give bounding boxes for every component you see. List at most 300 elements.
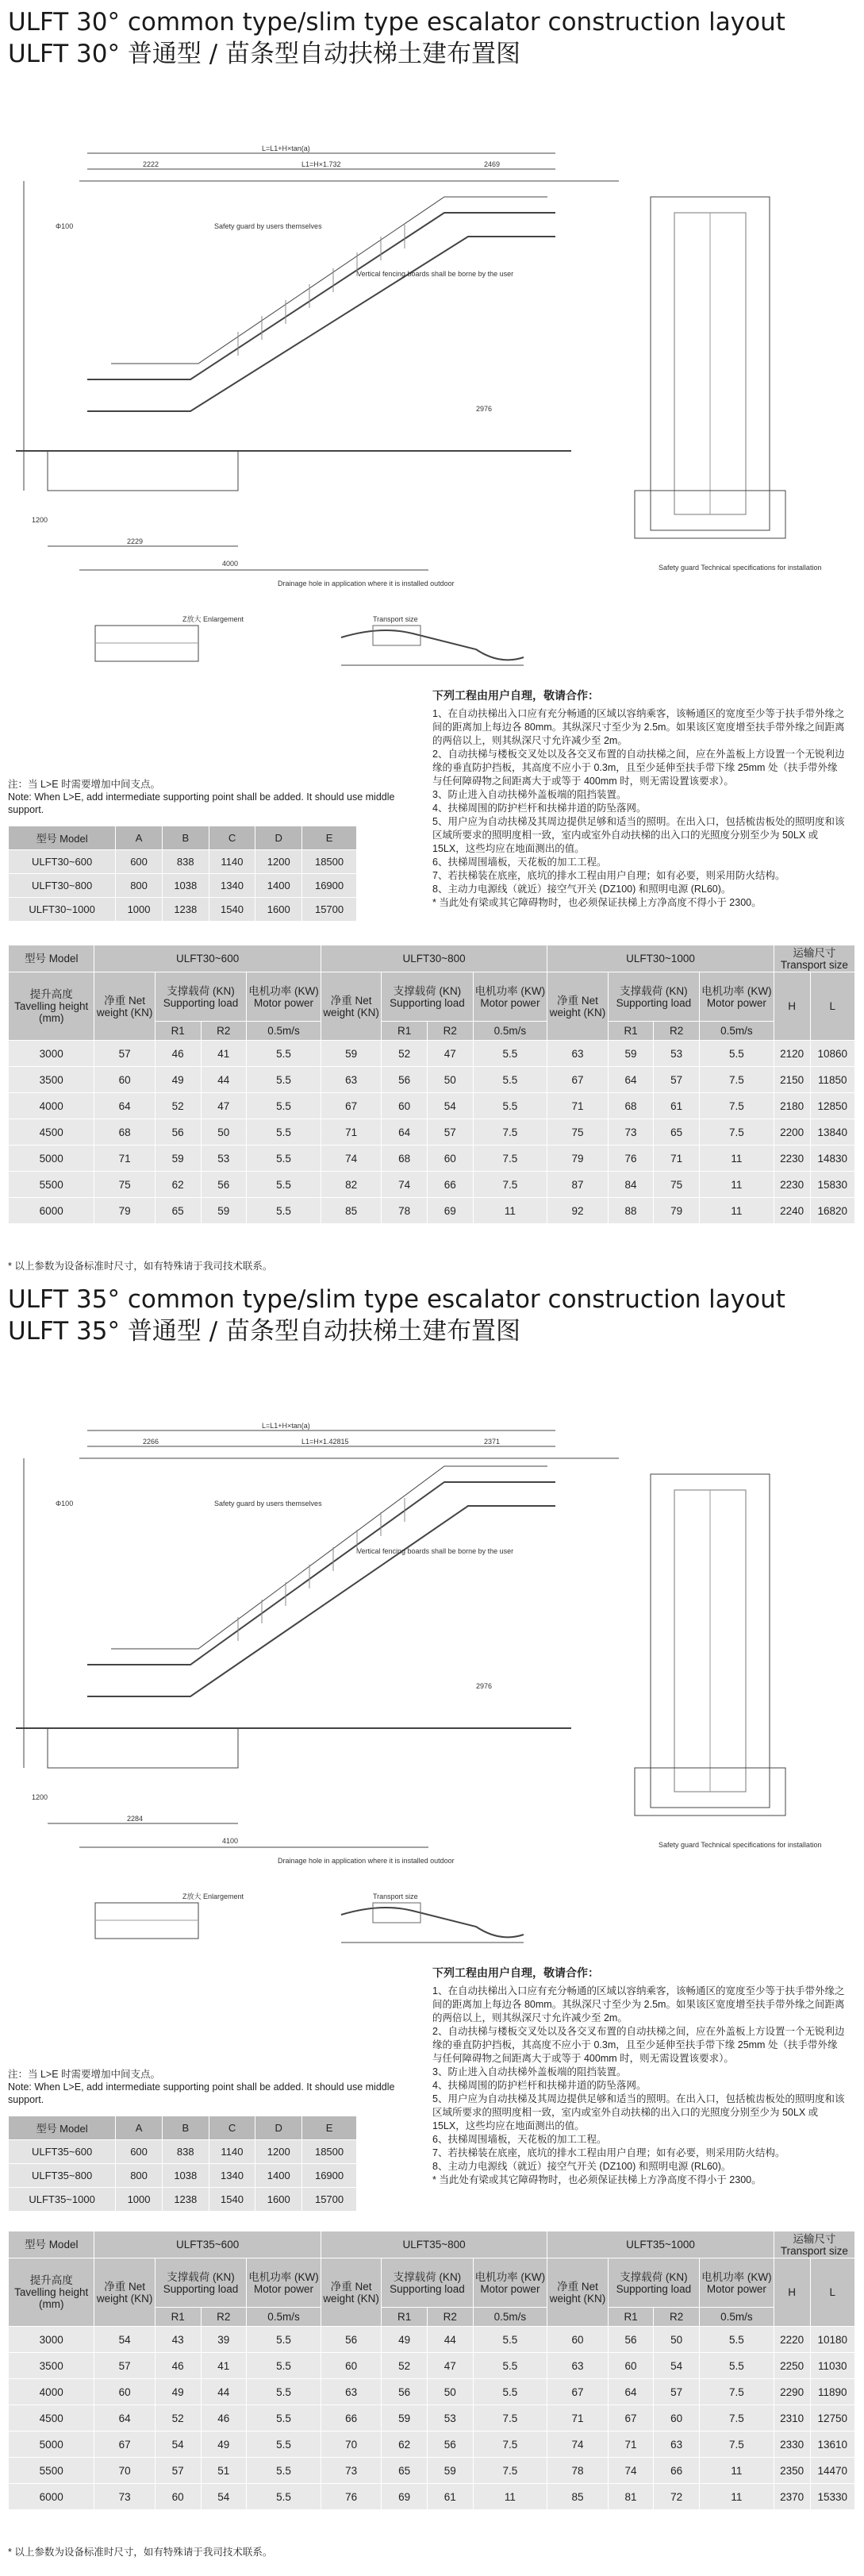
cell: 59 bbox=[155, 1146, 201, 1172]
cell: 5.5 bbox=[247, 2353, 321, 2379]
dim-header: B bbox=[162, 2116, 209, 2140]
dim-2976: 2976 bbox=[476, 405, 493, 413]
table-row bbox=[9, 2379, 855, 2405]
cell: 4500 bbox=[9, 1119, 94, 1146]
cell: 57 bbox=[427, 1119, 473, 1146]
requirement-item: * 当此处有梁或其它障碍物时，也必须保证扶梯上方净高度不得小于 2300。 bbox=[432, 897, 762, 908]
drawing-svg bbox=[0, 1355, 864, 1974]
speed-header: 0.5m/s bbox=[700, 2308, 774, 2327]
cell: 800 bbox=[116, 2164, 163, 2188]
requirement-item: 1、在自动扶梯出入口应有充分畅通的区域以容纳乘客，该畅通区的宽度至少等于扶手带外缘之间的距离加上每边各 80mm。其纵深尺寸至少为 2.5m。如果该区宽度增至扶手带外缘之间距离的两倍以上，则其纵深尺寸允许减少至 2m。 bbox=[432, 1985, 845, 2023]
speed-header: 0.5m/s bbox=[247, 2308, 321, 2327]
motor-header: 电机功率 (KW) Motor power bbox=[473, 972, 547, 1022]
cell: 70 bbox=[321, 2432, 381, 2458]
l-header: L bbox=[810, 972, 854, 1041]
vertical-board-label: Vertical fencing boards shall be borne by the user bbox=[357, 1547, 514, 1555]
dim-header: E bbox=[302, 826, 357, 850]
table-row bbox=[9, 1119, 855, 1146]
table-row bbox=[9, 2353, 855, 2379]
group-header: ULFT30~800 bbox=[321, 945, 547, 972]
cell: 49 bbox=[382, 2327, 428, 2353]
cell: 65 bbox=[382, 2458, 428, 2484]
cell: 52 bbox=[155, 1093, 201, 1119]
cell: 46 bbox=[155, 2353, 201, 2379]
cell: 70 bbox=[94, 2458, 155, 2484]
cell: 39 bbox=[201, 2327, 247, 2353]
cell: 67 bbox=[321, 1093, 381, 1119]
cell: 75 bbox=[547, 1119, 608, 1146]
cell: 838 bbox=[162, 2140, 209, 2164]
cell: 2350 bbox=[774, 2458, 810, 2484]
cell: 2240 bbox=[774, 1198, 810, 1224]
dim-header: C bbox=[209, 826, 255, 850]
cell: 61 bbox=[427, 2484, 473, 2510]
cell: 59 bbox=[382, 2405, 428, 2432]
cell: 11 bbox=[700, 2458, 774, 2484]
weight-header: 净重 Net weight (KN) bbox=[321, 2258, 381, 2327]
requirement-item: 4、扶梯周围的防护栏杆和扶梯井道的防坠落网。 bbox=[432, 803, 647, 814]
cell: 56 bbox=[382, 1067, 428, 1093]
weight-header: 净重 Net weight (KN) bbox=[321, 972, 381, 1041]
cell: 11850 bbox=[810, 1067, 854, 1093]
footnote: * 以上参数为设备标准时尺寸，如有特殊请于我司技术联系。 bbox=[8, 2547, 273, 2558]
spec-table bbox=[8, 2231, 855, 2510]
cell: 7.5 bbox=[473, 1119, 547, 1146]
cell: 6000 bbox=[9, 1198, 94, 1224]
cell: 1000 bbox=[116, 2188, 163, 2212]
r1-header: R1 bbox=[155, 2308, 201, 2327]
cell: 7.5 bbox=[473, 1146, 547, 1172]
cell: 838 bbox=[162, 850, 209, 874]
cell: 56 bbox=[608, 2327, 654, 2353]
dim-header: D bbox=[255, 2116, 302, 2140]
cell: 44 bbox=[201, 1067, 247, 1093]
cell: 78 bbox=[547, 2458, 608, 2484]
cell: 87 bbox=[547, 1172, 608, 1198]
weight-header: 净重 Net weight (KN) bbox=[547, 2258, 608, 2327]
requirement-item: 3、防止进入自动扶梯外盖板端的阻挡装置。 bbox=[432, 789, 627, 800]
cell: 67 bbox=[547, 2379, 608, 2405]
cell: 15700 bbox=[302, 2188, 357, 2212]
middle-support-note bbox=[8, 778, 420, 816]
cell: 57 bbox=[94, 1041, 155, 1067]
r1-header: R1 bbox=[608, 2308, 654, 2327]
cell: 10180 bbox=[810, 2327, 854, 2353]
cell: 64 bbox=[608, 2379, 654, 2405]
cell: 47 bbox=[427, 2353, 473, 2379]
cell: 46 bbox=[155, 1041, 201, 1067]
cell: 56 bbox=[321, 2327, 381, 2353]
cell: 600 bbox=[116, 2140, 163, 2164]
dim-header: 型号 Model bbox=[9, 826, 116, 850]
cell: 2230 bbox=[774, 1172, 810, 1198]
middle-note-en: Note: When L>E, add intermediate supporting point shall be added. It should use middle support. bbox=[8, 2081, 395, 2105]
requirement-item: 2、自动扶梯与楼板交叉处以及各交叉布置的自动扶梯之间，应在外盖板上方设置一个无锐利边缘的垂直防护挡板，其高度不应小于 0.3m，且至少延伸至扶手带下缘 25mm 处（扶手带外缘与任何障碍物之间距离大于或等于 400mm 时，则无需设置该要求）。 bbox=[432, 749, 845, 787]
cell: ULFT30~1000 bbox=[9, 898, 116, 922]
cell: 600 bbox=[116, 850, 163, 874]
cell: 64 bbox=[94, 2405, 155, 2432]
cell: 10860 bbox=[810, 1041, 854, 1067]
cell: 49 bbox=[201, 2432, 247, 2458]
cell: 2290 bbox=[774, 2379, 810, 2405]
cell: 68 bbox=[608, 1093, 654, 1119]
motor-header: 电机功率 (KW) Motor power bbox=[700, 2258, 774, 2308]
dim-phi: Φ100 bbox=[56, 222, 74, 230]
requirement-item: 4、扶梯周围的防护栏杆和扶梯井道的防坠落网。 bbox=[432, 2080, 647, 2091]
cell: 5.5 bbox=[473, 1067, 547, 1093]
cell: 1200 bbox=[255, 850, 302, 874]
dim-2284: 2284 bbox=[127, 1815, 144, 1823]
speed-header: 0.5m/s bbox=[473, 2308, 547, 2327]
cell: 47 bbox=[201, 1093, 247, 1119]
cell: 2220 bbox=[774, 2327, 810, 2353]
r2-header: R2 bbox=[427, 1022, 473, 1041]
table-row bbox=[9, 1172, 855, 1198]
dim-2976: 2976 bbox=[476, 1682, 493, 1690]
cell: 66 bbox=[321, 2405, 381, 2432]
cell: 11 bbox=[700, 1172, 774, 1198]
cell: 2120 bbox=[774, 1041, 810, 1067]
cell: 15330 bbox=[810, 2484, 854, 2510]
cell: 4000 bbox=[9, 2379, 94, 2405]
r1-header: R1 bbox=[382, 2308, 428, 2327]
cell: 18500 bbox=[302, 2140, 357, 2164]
title-en: ULFT 30° common type/slim type escalator construction layout bbox=[8, 8, 785, 37]
safety-guard-label: Safety guard by users themselves bbox=[214, 222, 322, 230]
requirement-item: 5、用户应为自动扶梯及其周边提供足够和适当的照明。在出入口，包括梳齿板处的照明度和该区域所要求的照明度相一致，室内或室外自动扶梯的出入口的光照度分别至少为 50LX 或 15LX，这些均应在地面测出的值。 bbox=[432, 816, 845, 854]
table-row bbox=[9, 1067, 855, 1093]
cell: 71 bbox=[608, 2432, 654, 2458]
cell: 13610 bbox=[810, 2432, 854, 2458]
requirement-item: 1、在自动扶梯出入口应有充分畅通的区域以容纳乘客，该畅通区的宽度至少等于扶手带外缘之间的距离加上每边各 80mm。其纵深尺寸至少为 2.5m。如果该区宽度增至扶手带外缘之间距离的两倍以上，则其纵深尺寸允许减少至 2m。 bbox=[432, 708, 845, 746]
cell: 73 bbox=[321, 2458, 381, 2484]
cell: 7.5 bbox=[700, 1119, 774, 1146]
motor-header: 电机功率 (KW) Motor power bbox=[473, 2258, 547, 2308]
cell: 53 bbox=[654, 1041, 700, 1067]
cell: 1340 bbox=[209, 2164, 255, 2188]
table-row bbox=[9, 1093, 855, 1119]
dim-header: E bbox=[302, 2116, 357, 2140]
cell: 76 bbox=[608, 1146, 654, 1172]
cell: 54 bbox=[155, 2432, 201, 2458]
cell: 63 bbox=[547, 2353, 608, 2379]
cell: 72 bbox=[654, 2484, 700, 2510]
cell: 52 bbox=[382, 1041, 428, 1067]
cell: 16900 bbox=[302, 2164, 357, 2188]
requirement-item: 7、若扶梯装在底座，底坑的排水工程由用户自理；如有必要，则采用防火结构。 bbox=[432, 2147, 785, 2158]
cell: 65 bbox=[654, 1119, 700, 1146]
cell: 11030 bbox=[810, 2353, 854, 2379]
cell: 5.5 bbox=[247, 2327, 321, 2353]
cell: 71 bbox=[547, 1093, 608, 1119]
cell: 78 bbox=[382, 1198, 428, 1224]
supporting-header: 支撑载荷 (KN) Supporting load bbox=[382, 2258, 473, 2308]
cell: 7.5 bbox=[700, 2405, 774, 2432]
cell: 11 bbox=[700, 2484, 774, 2510]
safety-gap-label: Safety guard Technical specifications for installation bbox=[659, 564, 822, 572]
middle-note-en: Note: When L>E, add intermediate supporting point shall be added. It should use middle support. bbox=[8, 791, 395, 815]
cell: 5.5 bbox=[247, 2379, 321, 2405]
safety-guard-label: Safety guard by users themselves bbox=[214, 1500, 322, 1507]
cell: ULFT30~600 bbox=[9, 850, 116, 874]
speed-header: 0.5m/s bbox=[473, 1022, 547, 1041]
dim-l1: L1=H×1.42815 bbox=[301, 1438, 349, 1446]
requirement-item: 5、用户应为自动扶梯及其周边提供足够和适当的照明。在出入口，包括梳齿板处的照明度和该区域所要求的照明度相一致，室内或室外自动扶梯的出入口的光照度分别至少为 50LX 或 15LX，这些均应在地面测出的值。 bbox=[432, 2093, 845, 2131]
cell: 1140 bbox=[209, 850, 255, 874]
r1-header: R1 bbox=[608, 1022, 654, 1041]
cell: 74 bbox=[547, 2432, 608, 2458]
cell: 5.5 bbox=[473, 2379, 547, 2405]
cell: 79 bbox=[654, 1198, 700, 1224]
dim-1200: 1200 bbox=[32, 1793, 48, 1801]
transport-header: 运输尺寸 Transport size bbox=[774, 2231, 854, 2258]
cell: 5.5 bbox=[700, 2327, 774, 2353]
dim-4000: 4000 bbox=[222, 560, 239, 568]
cell: 15700 bbox=[302, 898, 357, 922]
cell: 2150 bbox=[774, 1067, 810, 1093]
middle-note-cn: 注：当 L>E 时需要增加中间支点。 bbox=[8, 779, 161, 790]
cell: 66 bbox=[427, 1172, 473, 1198]
cell: 7.5 bbox=[473, 1172, 547, 1198]
drainage-label: Drainage hole in application where it is installed outdoor bbox=[278, 580, 455, 587]
cell: 64 bbox=[94, 1093, 155, 1119]
model-label: 型号 Model bbox=[9, 2231, 94, 2258]
cell: 44 bbox=[427, 2327, 473, 2353]
cell: 1540 bbox=[209, 898, 255, 922]
cell: 11 bbox=[700, 1198, 774, 1224]
cell: 92 bbox=[547, 1198, 608, 1224]
cell: 1140 bbox=[209, 2140, 255, 2164]
cell: 5.5 bbox=[247, 1093, 321, 1119]
requirement-item: 6、扶梯周围墙板，天花板的加工工程。 bbox=[432, 2134, 607, 2145]
cell: 1238 bbox=[162, 2188, 209, 2212]
cell: 79 bbox=[547, 1146, 608, 1172]
spec-table bbox=[8, 945, 855, 1224]
r2-header: R2 bbox=[201, 2308, 247, 2327]
dim-header: B bbox=[162, 826, 209, 850]
cell: 63 bbox=[321, 1067, 381, 1093]
cell: 5.5 bbox=[247, 2458, 321, 2484]
cell: 5000 bbox=[9, 1146, 94, 1172]
transport-label: Transport size bbox=[373, 1893, 418, 1900]
cell: 50 bbox=[427, 1067, 473, 1093]
dim-2222: 2222 bbox=[143, 160, 159, 168]
motor-header: 电机功率 (KW) Motor power bbox=[247, 972, 321, 1022]
table-row bbox=[9, 2327, 855, 2353]
group-header: ULFT35~800 bbox=[321, 2231, 547, 2258]
cell: 71 bbox=[547, 2405, 608, 2432]
cell: 5500 bbox=[9, 1172, 94, 1198]
cell: 57 bbox=[654, 2379, 700, 2405]
dim-2371: 2371 bbox=[484, 1438, 501, 1446]
spec-rows bbox=[9, 2327, 855, 2510]
cell: 7.5 bbox=[473, 2432, 547, 2458]
cell: 85 bbox=[321, 1198, 381, 1224]
middle-support-note bbox=[8, 2068, 420, 2106]
requirement-item: 7、若扶梯装在底座，底坑的排水工程由用户自理；如有必要，则采用防火结构。 bbox=[432, 870, 785, 881]
cell: 79 bbox=[94, 1198, 155, 1224]
cell: 52 bbox=[382, 2353, 428, 2379]
cell: 12750 bbox=[810, 2405, 854, 2432]
cell: 76 bbox=[321, 2484, 381, 2510]
r2-header: R2 bbox=[201, 1022, 247, 1041]
cell: 5.5 bbox=[247, 1119, 321, 1146]
cell: 7.5 bbox=[700, 1093, 774, 1119]
table-row bbox=[9, 2188, 357, 2212]
cell: 50 bbox=[427, 2379, 473, 2405]
cell: 5.5 bbox=[247, 2484, 321, 2510]
cell: 3500 bbox=[9, 1067, 94, 1093]
requirement-item: 3、防止进入自动扶梯外盖板端的阻挡装置。 bbox=[432, 2066, 627, 2077]
cell: 11890 bbox=[810, 2379, 854, 2405]
cell: 75 bbox=[654, 1172, 700, 1198]
cell: 1038 bbox=[162, 2164, 209, 2188]
table-row bbox=[9, 2458, 855, 2484]
cell: 66 bbox=[654, 2458, 700, 2484]
dim-header: A bbox=[116, 2116, 163, 2140]
dim-header: D bbox=[255, 826, 302, 850]
cell: 60 bbox=[321, 2353, 381, 2379]
cell: 68 bbox=[382, 1146, 428, 1172]
dim-2469: 2469 bbox=[484, 160, 501, 168]
cell: 74 bbox=[608, 2458, 654, 2484]
cell: 5.5 bbox=[700, 1041, 774, 1067]
cell: 5500 bbox=[9, 2458, 94, 2484]
group-header: ULFT35~600 bbox=[94, 2231, 321, 2258]
cell: 52 bbox=[155, 2405, 201, 2432]
cell: 14470 bbox=[810, 2458, 854, 2484]
cell: 64 bbox=[608, 1067, 654, 1093]
cell: 49 bbox=[155, 2379, 201, 2405]
supporting-header: 支撑载荷 (KN) Supporting load bbox=[608, 972, 699, 1022]
vertical-board-label: Vertical fencing boards shall be borne by the user bbox=[357, 270, 514, 278]
cell: 1540 bbox=[209, 2188, 255, 2212]
cell: 41 bbox=[201, 1041, 247, 1067]
enlargement-label: Z放大 Enlargement bbox=[182, 615, 244, 623]
cell: 56 bbox=[201, 1172, 247, 1198]
supporting-header: 支撑载荷 (KN) Supporting load bbox=[608, 2258, 699, 2308]
cell: 1340 bbox=[209, 874, 255, 898]
cell: 2200 bbox=[774, 1119, 810, 1146]
cell: 7.5 bbox=[473, 2458, 547, 2484]
motor-header: 电机功率 (KW) Motor power bbox=[700, 972, 774, 1022]
cell: 82 bbox=[321, 1172, 381, 1198]
group-header: ULFT35~1000 bbox=[547, 2231, 774, 2258]
supporting-header: 支撑载荷 (KN) Supporting load bbox=[155, 972, 246, 1022]
cell: 15830 bbox=[810, 1172, 854, 1198]
transport-header: 运输尺寸 Transport size bbox=[774, 945, 854, 972]
drawing-svg bbox=[0, 78, 864, 697]
cell: 3000 bbox=[9, 1041, 94, 1067]
cell: 60 bbox=[654, 2405, 700, 2432]
title-en: ULFT 35° common type/slim type escalator construction layout bbox=[8, 1285, 785, 1314]
cell: 65 bbox=[155, 1198, 201, 1224]
cell: 18500 bbox=[302, 850, 357, 874]
cell: 5.5 bbox=[473, 1093, 547, 1119]
cell: 74 bbox=[321, 1146, 381, 1172]
table-row bbox=[9, 1146, 855, 1172]
cell: 60 bbox=[547, 2327, 608, 2353]
cell: 67 bbox=[608, 2405, 654, 2432]
requirement-item: 2、自动扶梯与楼板交叉处以及各交叉布置的自动扶梯之间，应在外盖板上方设置一个无锐利边缘的垂直防护挡板，其高度不应小于 0.3m，且至少延伸至扶手带下缘 25mm 处（扶手带外缘与任何障碍物之间距离大于或等于 400mm 时，则无需设置该要求）。 bbox=[432, 2026, 845, 2064]
r2-header: R2 bbox=[427, 2308, 473, 2327]
cell: 44 bbox=[201, 2379, 247, 2405]
speed-header: 0.5m/s bbox=[247, 1022, 321, 1041]
cell: 2180 bbox=[774, 1093, 810, 1119]
cell: 5.5 bbox=[247, 1172, 321, 1198]
dim-l1: L1=H×1.732 bbox=[301, 160, 341, 168]
cell: 88 bbox=[608, 1198, 654, 1224]
cell: 60 bbox=[427, 1146, 473, 1172]
cell: 1238 bbox=[162, 898, 209, 922]
cell: ULFT35~600 bbox=[9, 2140, 116, 2164]
r2-header: R2 bbox=[654, 2308, 700, 2327]
cell: 14830 bbox=[810, 1146, 854, 1172]
cell: 11 bbox=[473, 1198, 547, 1224]
cell: 5.5 bbox=[247, 2405, 321, 2432]
cell: 1038 bbox=[162, 874, 209, 898]
cell: 63 bbox=[321, 2379, 381, 2405]
cell: 54 bbox=[427, 1093, 473, 1119]
cell: 47 bbox=[427, 1041, 473, 1067]
cell: 53 bbox=[427, 2405, 473, 2432]
weight-header: 净重 Net weight (KN) bbox=[94, 2258, 155, 2327]
cell: 56 bbox=[427, 2432, 473, 2458]
dim-header: A bbox=[116, 826, 163, 850]
middle-note-cn: 注：当 L>E 时需要增加中间支点。 bbox=[8, 2069, 161, 2080]
height-label: 提升高度 Tavelling height (mm) bbox=[9, 2258, 94, 2327]
cell: 54 bbox=[654, 2353, 700, 2379]
group-header: ULFT30~1000 bbox=[547, 945, 774, 972]
supporting-header: 支撑载荷 (KN) Supporting load bbox=[382, 972, 473, 1022]
cell: 71 bbox=[654, 1146, 700, 1172]
table-row bbox=[9, 1041, 855, 1067]
cell: 59 bbox=[608, 1041, 654, 1067]
cell: 50 bbox=[654, 2327, 700, 2353]
requirement-item: 8、主动力电源线（就近）接空气开关 (DZ100) 和照明电源 (RL60)。 bbox=[432, 2161, 732, 2172]
table-row bbox=[9, 2140, 357, 2164]
cell: 60 bbox=[94, 2379, 155, 2405]
cell: 57 bbox=[155, 2458, 201, 2484]
cell: 67 bbox=[94, 2432, 155, 2458]
speed-header: 0.5m/s bbox=[700, 1022, 774, 1041]
cell: 50 bbox=[201, 1119, 247, 1146]
requirements-title: 下列工程由用户自理，敬请合作： bbox=[432, 1966, 599, 1979]
table-row bbox=[9, 2432, 855, 2458]
h-header: H bbox=[774, 972, 810, 1041]
cell: 4000 bbox=[9, 1093, 94, 1119]
cell: 69 bbox=[382, 2484, 428, 2510]
cell: 56 bbox=[382, 2379, 428, 2405]
cell: 56 bbox=[155, 1119, 201, 1146]
cell: 68 bbox=[94, 1119, 155, 1146]
cell: 71 bbox=[321, 1119, 381, 1146]
cell: 59 bbox=[321, 1041, 381, 1067]
dim-top-label: L=L1+H×tan(a) bbox=[262, 144, 310, 152]
title-cn: ULFT 35° 普通型 / 苗条型自动扶梯土建布置图 bbox=[8, 1317, 520, 1346]
cell: 60 bbox=[94, 1067, 155, 1093]
cell: 3000 bbox=[9, 2327, 94, 2353]
footnote: * 以上参数为设备标准时尺寸，如有特殊请于我司技术联系。 bbox=[8, 1261, 273, 1272]
cell: 64 bbox=[382, 1119, 428, 1146]
cell: 71 bbox=[94, 1146, 155, 1172]
r1-header: R1 bbox=[382, 1022, 428, 1041]
cell: ULFT35~1000 bbox=[9, 2188, 116, 2212]
safety-gap-label: Safety guard Technical specifications for installation bbox=[659, 1841, 822, 1849]
cell: 57 bbox=[94, 2353, 155, 2379]
cell: 5.5 bbox=[473, 2353, 547, 2379]
cell: 60 bbox=[155, 2484, 201, 2510]
